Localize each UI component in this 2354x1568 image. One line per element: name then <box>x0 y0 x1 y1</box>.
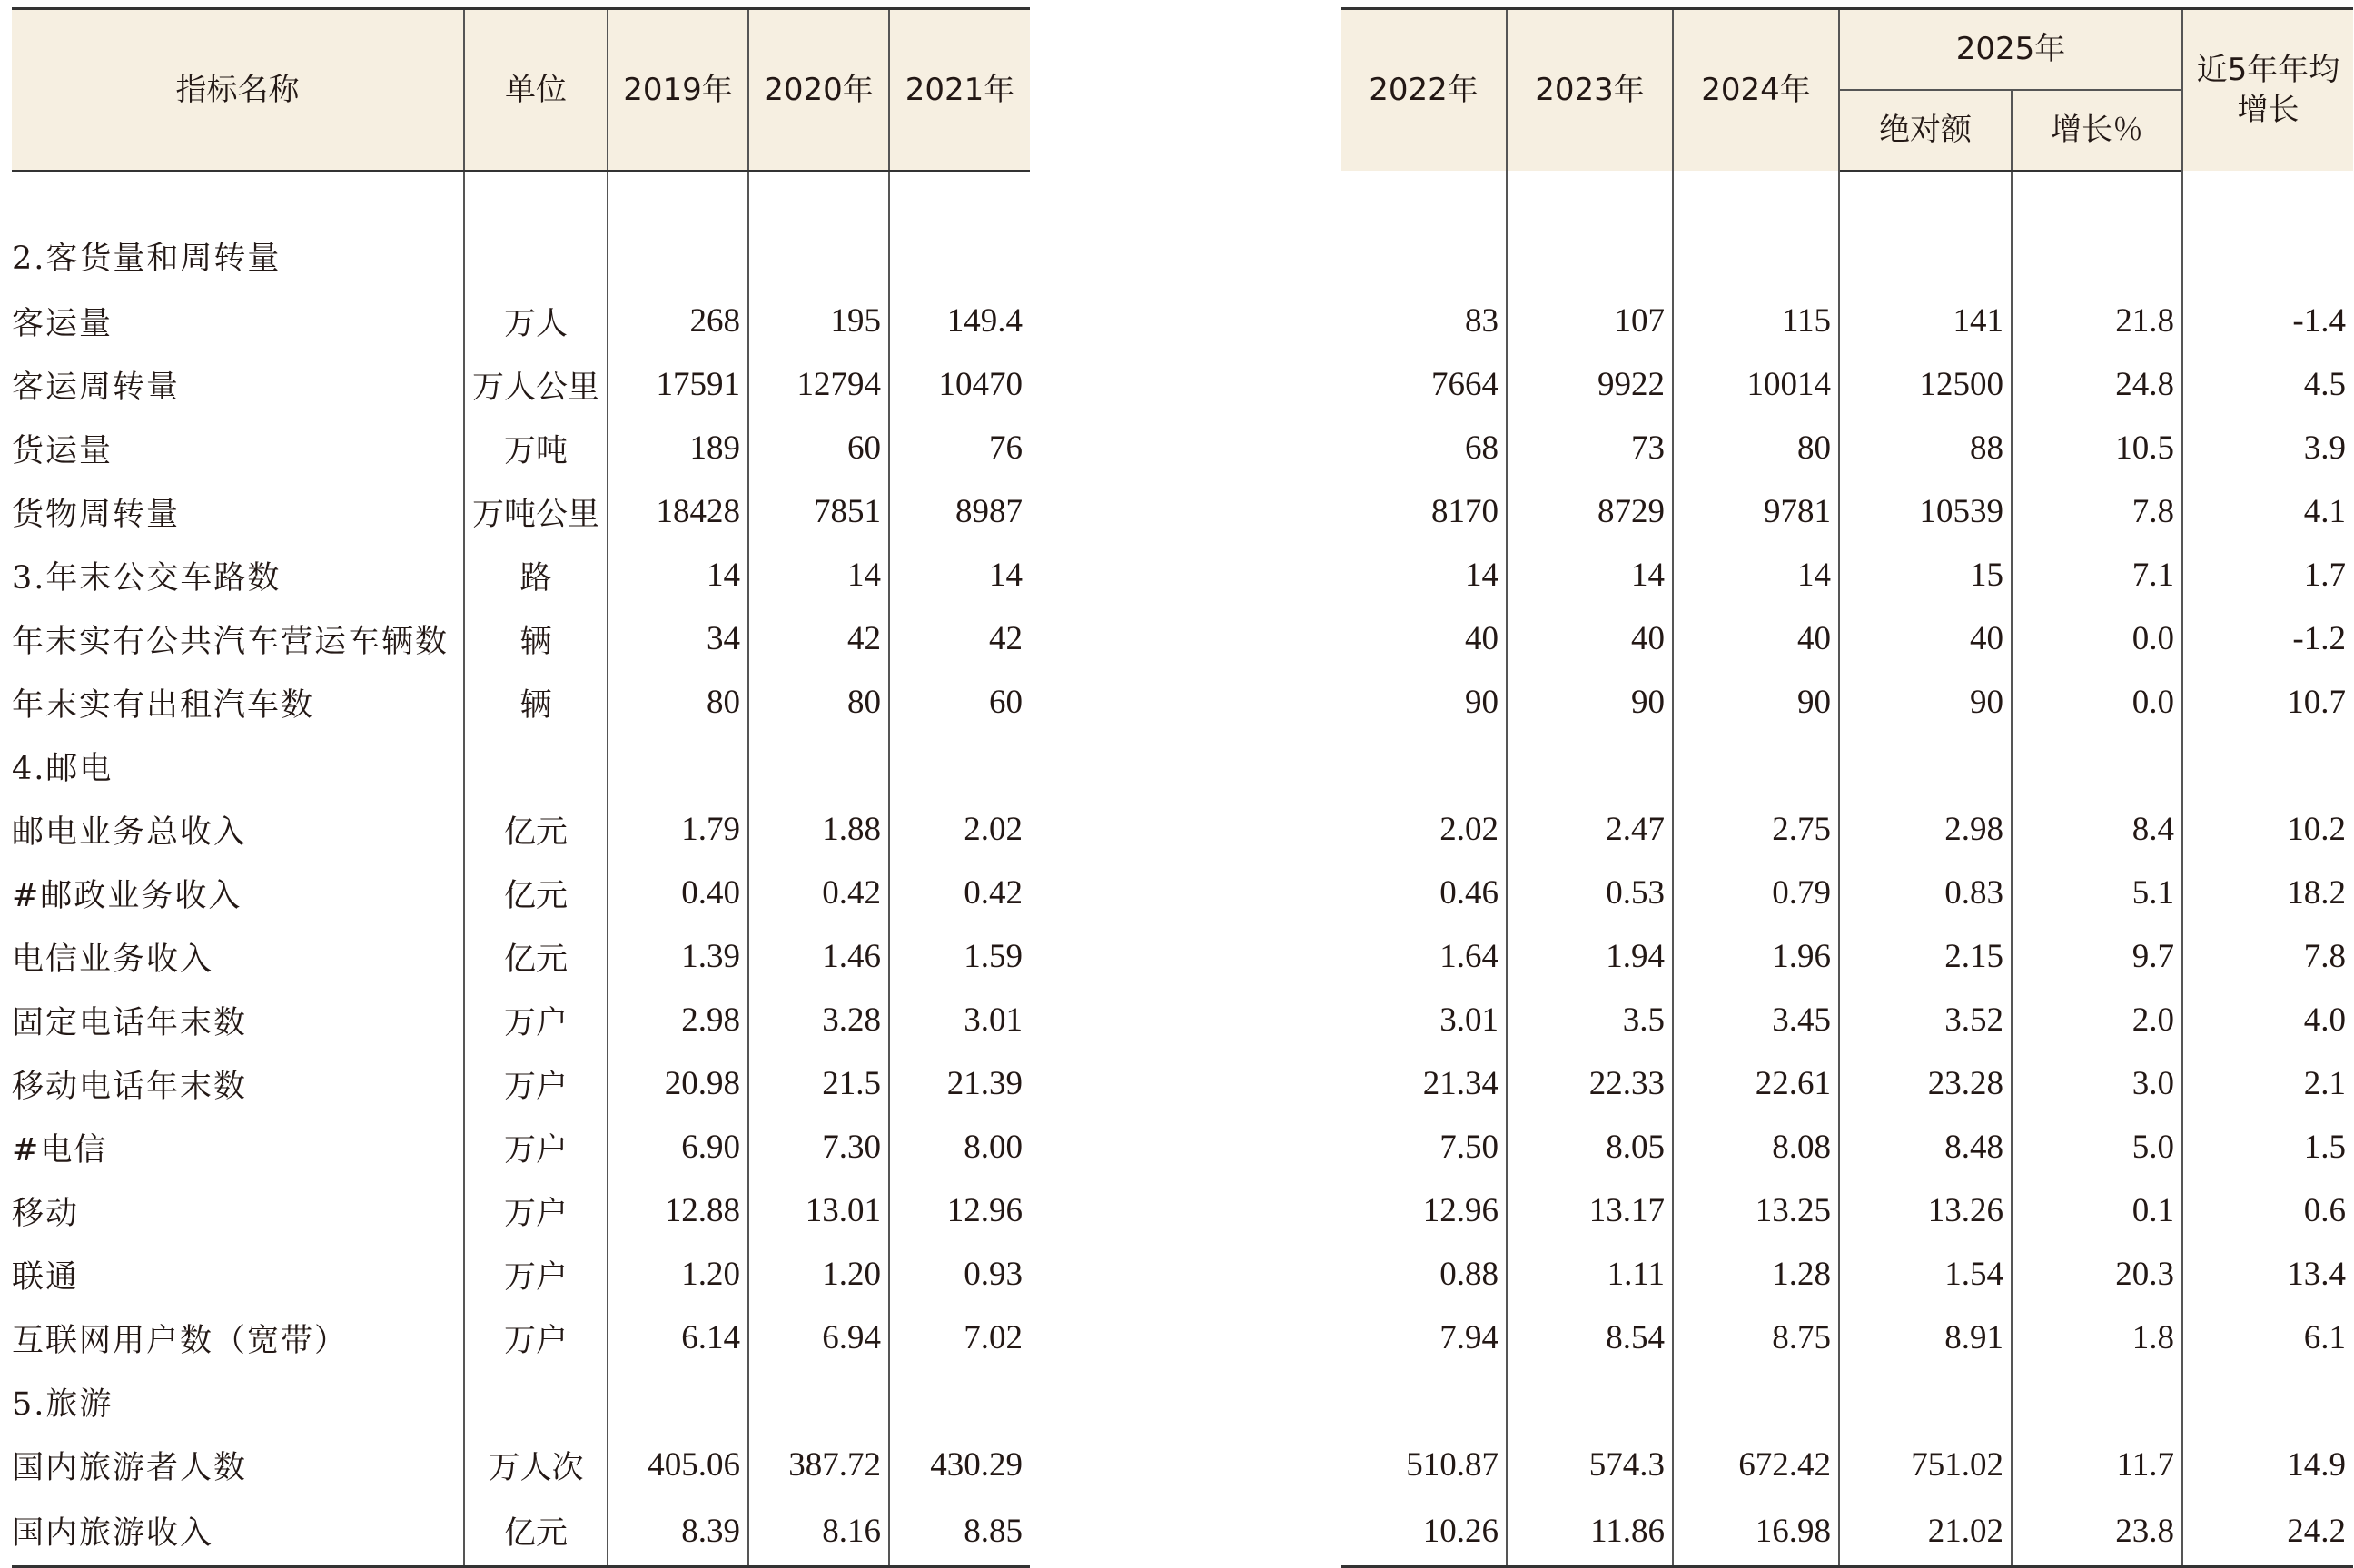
unit-cell: 亿元 <box>464 862 608 925</box>
value-y2023: 8.05 <box>1507 1116 1673 1179</box>
value-y2024: 40 <box>1673 607 1839 671</box>
value-y2021 <box>889 171 1030 290</box>
col-header-2022: 2022年 <box>1341 9 1507 171</box>
value-y2019: 189 <box>608 417 748 480</box>
table-row <box>12 290 1030 353</box>
unit-cell: 万人 <box>464 290 608 353</box>
value-y2023: 107 <box>1507 290 1673 353</box>
value-growth: 7.1 <box>2012 544 2182 607</box>
value-y2022: 0.46 <box>1341 862 1507 925</box>
value-abs: 13.26 <box>1839 1179 2012 1243</box>
table-row <box>1341 1497 2353 1567</box>
value-y2019: 18428 <box>608 480 748 544</box>
col-header-absolute: 绝对额 <box>1839 90 2012 171</box>
value-y2024: 13.25 <box>1673 1179 1839 1243</box>
value-abs: 21.02 <box>1839 1497 2012 1567</box>
value-y2022: 510.87 <box>1341 1434 1507 1497</box>
value-y2024: 8.75 <box>1673 1307 1839 1370</box>
value-y2021: 1.59 <box>889 925 1030 989</box>
value-y2020: 7851 <box>748 480 889 544</box>
value-y2024: 16.98 <box>1673 1497 1839 1567</box>
value-y2022: 2.02 <box>1341 798 1507 862</box>
value-y2020: 3.28 <box>748 989 889 1052</box>
col-header-2024: 2024年 <box>1673 9 1839 171</box>
value-y2024: 2.75 <box>1673 798 1839 862</box>
value-avg5: 10.2 <box>2182 798 2353 862</box>
value-y2020 <box>748 1370 889 1434</box>
value-avg5: 4.1 <box>2182 480 2353 544</box>
value-abs: 10539 <box>1839 480 2012 544</box>
col-header-2023: 2023年 <box>1507 9 1673 171</box>
value-growth <box>2012 735 2182 798</box>
value-y2022: 1.64 <box>1341 925 1507 989</box>
value-abs <box>1839 1370 2012 1434</box>
unit-cell: 亿元 <box>464 1497 608 1567</box>
unit-cell: 万人次 <box>464 1434 608 1497</box>
value-growth: 21.8 <box>2012 290 2182 353</box>
value-y2022: 0.88 <box>1341 1243 1507 1307</box>
value-avg5: 2.1 <box>2182 1052 2353 1116</box>
value-abs <box>1839 171 2012 290</box>
value-abs: 0.83 <box>1839 862 2012 925</box>
unit-cell: 万户 <box>464 1179 608 1243</box>
value-y2022: 7.50 <box>1341 1116 1507 1179</box>
value-y2019: 8.39 <box>608 1497 748 1567</box>
value-y2019: 1.20 <box>608 1243 748 1307</box>
value-abs: 1.54 <box>1839 1243 2012 1307</box>
value-y2019 <box>608 735 748 798</box>
value-y2020: 21.5 <box>748 1052 889 1116</box>
value-avg5: 14.9 <box>2182 1434 2353 1497</box>
value-y2021 <box>889 1370 1030 1434</box>
value-y2022: 14 <box>1341 544 1507 607</box>
value-y2019: 1.39 <box>608 925 748 989</box>
value-abs: 40 <box>1839 607 2012 671</box>
value-y2020: 6.94 <box>748 1307 889 1370</box>
value-y2024: 90 <box>1673 671 1839 735</box>
indicator-name: 4.邮电 <box>12 735 464 798</box>
value-abs: 12500 <box>1839 353 2012 417</box>
value-y2021: 14 <box>889 544 1030 607</box>
value-y2023: 574.3 <box>1507 1434 1673 1497</box>
table-row <box>12 989 1030 1052</box>
unit-cell: 万户 <box>464 989 608 1052</box>
value-y2019: 268 <box>608 290 748 353</box>
right-data-table <box>1341 7 2353 1568</box>
value-avg5: 7.8 <box>2182 925 2353 989</box>
unit-cell: 万户 <box>464 1052 608 1116</box>
value-growth: 24.8 <box>2012 353 2182 417</box>
value-y2024: 80 <box>1673 417 1839 480</box>
table-row <box>12 417 1030 480</box>
value-avg5: 13.4 <box>2182 1243 2353 1307</box>
value-y2020: 1.88 <box>748 798 889 862</box>
left-data-table <box>12 7 1030 1568</box>
table-row <box>12 1052 1030 1116</box>
value-y2021: 21.39 <box>889 1052 1030 1116</box>
value-y2023: 0.53 <box>1507 862 1673 925</box>
table-row <box>1341 798 2353 862</box>
value-y2022: 8170 <box>1341 480 1507 544</box>
value-y2022: 40 <box>1341 607 1507 671</box>
value-avg5: -1.4 <box>2182 290 2353 353</box>
value-y2019 <box>608 1370 748 1434</box>
table-row <box>1341 1434 2353 1497</box>
value-y2021: 2.02 <box>889 798 1030 862</box>
table-row <box>12 1179 1030 1243</box>
value-y2024: 10014 <box>1673 353 1839 417</box>
value-y2020: 1.20 <box>748 1243 889 1307</box>
table-row <box>12 1243 1030 1307</box>
table-row <box>1341 607 2353 671</box>
indicator-name: #邮政业务收入 <box>12 862 464 925</box>
value-y2019: 0.40 <box>608 862 748 925</box>
value-growth: 20.3 <box>2012 1243 2182 1307</box>
value-y2020: 195 <box>748 290 889 353</box>
table-row <box>1341 544 2353 607</box>
value-avg5: 18.2 <box>2182 862 2353 925</box>
value-y2020: 387.72 <box>748 1434 889 1497</box>
value-y2020: 13.01 <box>748 1179 889 1243</box>
table-row <box>1341 1052 2353 1116</box>
value-growth: 5.0 <box>2012 1116 2182 1179</box>
table-row <box>1341 290 2353 353</box>
value-avg5: 10.7 <box>2182 671 2353 735</box>
value-growth: 7.8 <box>2012 480 2182 544</box>
value-y2020: 60 <box>748 417 889 480</box>
value-avg5: 4.5 <box>2182 353 2353 417</box>
value-y2020: 1.46 <box>748 925 889 989</box>
value-avg5: 24.2 <box>2182 1497 2353 1567</box>
value-abs: 88 <box>1839 417 2012 480</box>
value-y2021: 8.85 <box>889 1497 1030 1567</box>
value-y2024 <box>1673 735 1839 798</box>
table-row <box>12 798 1030 862</box>
col-header-growth-pct: 增长％ <box>2012 90 2182 171</box>
indicator-name: 客运量 <box>12 290 464 353</box>
value-growth: 2.0 <box>2012 989 2182 1052</box>
value-y2024: 1.96 <box>1673 925 1839 989</box>
table-row <box>1341 862 2353 925</box>
value-y2021: 0.42 <box>889 862 1030 925</box>
value-y2020: 12794 <box>748 353 889 417</box>
table-row <box>12 925 1030 989</box>
value-growth: 23.8 <box>2012 1497 2182 1567</box>
value-y2022: 12.96 <box>1341 1179 1507 1243</box>
value-y2023: 90 <box>1507 671 1673 735</box>
col-header-2021: 2021年 <box>889 9 1030 171</box>
value-avg5: -1.2 <box>2182 607 2353 671</box>
value-y2022: 90 <box>1341 671 1507 735</box>
indicator-name: 邮电业务总收入 <box>12 798 464 862</box>
table-row <box>12 353 1030 417</box>
value-avg5: 1.7 <box>2182 544 2353 607</box>
value-y2023: 14 <box>1507 544 1673 607</box>
value-growth: 0.0 <box>2012 671 2182 735</box>
value-growth: 0.1 <box>2012 1179 2182 1243</box>
value-abs: 2.98 <box>1839 798 2012 862</box>
unit-cell: 万户 <box>464 1243 608 1307</box>
unit-cell: 万吨 <box>464 417 608 480</box>
value-y2020: 80 <box>748 671 889 735</box>
value-y2023: 73 <box>1507 417 1673 480</box>
unit-cell: 路 <box>464 544 608 607</box>
indicator-name: 移动电话年末数 <box>12 1052 464 1116</box>
value-growth: 0.0 <box>2012 607 2182 671</box>
unit-cell: 万人公里 <box>464 353 608 417</box>
value-y2021: 42 <box>889 607 1030 671</box>
value-y2023 <box>1507 171 1673 290</box>
table-row <box>12 671 1030 735</box>
table-row <box>1341 1116 2353 1179</box>
value-y2019: 2.98 <box>608 989 748 1052</box>
table-row <box>1341 1307 2353 1370</box>
value-abs: 751.02 <box>1839 1434 2012 1497</box>
unit-cell: 亿元 <box>464 925 608 989</box>
value-y2020: 0.42 <box>748 862 889 925</box>
table-row <box>12 1497 1030 1567</box>
value-y2019 <box>608 171 748 290</box>
value-y2023: 8729 <box>1507 480 1673 544</box>
header-row <box>12 9 1030 171</box>
value-y2020: 14 <box>748 544 889 607</box>
value-y2024 <box>1673 171 1839 290</box>
unit-cell: 万户 <box>464 1116 608 1179</box>
value-abs: 8.91 <box>1839 1307 2012 1370</box>
value-y2019: 12.88 <box>608 1179 748 1243</box>
table-row <box>1341 735 2353 798</box>
value-y2024: 115 <box>1673 290 1839 353</box>
value-abs: 15 <box>1839 544 2012 607</box>
value-avg5: 4.0 <box>2182 989 2353 1052</box>
value-y2021: 0.93 <box>889 1243 1030 1307</box>
table-row <box>1341 1179 2353 1243</box>
indicator-name: 5.旅游 <box>12 1370 464 1434</box>
value-y2024: 9781 <box>1673 480 1839 544</box>
value-y2020: 7.30 <box>748 1116 889 1179</box>
unit-cell <box>464 735 608 798</box>
indicator-name: 2.客货量和周转量 <box>12 171 464 290</box>
col-header-2019: 2019年 <box>608 9 748 171</box>
value-y2019: 14 <box>608 544 748 607</box>
value-y2023: 3.5 <box>1507 989 1673 1052</box>
value-y2019: 17591 <box>608 353 748 417</box>
indicator-name: 固定电话年末数 <box>12 989 464 1052</box>
col-header-2025: 2025年 <box>1839 9 2182 90</box>
value-y2023: 11.86 <box>1507 1497 1673 1567</box>
value-avg5: 3.9 <box>2182 417 2353 480</box>
indicator-name: 国内旅游者人数 <box>12 1434 464 1497</box>
value-y2023: 40 <box>1507 607 1673 671</box>
unit-cell: 辆 <box>464 607 608 671</box>
table-row <box>1341 671 2353 735</box>
value-y2019: 405.06 <box>608 1434 748 1497</box>
value-growth: 5.1 <box>2012 862 2182 925</box>
unit-cell <box>464 171 608 290</box>
indicator-name: 年末实有公共汽车营运车辆数 <box>12 607 464 671</box>
value-y2021: 60 <box>889 671 1030 735</box>
table-row <box>12 607 1030 671</box>
value-y2022: 83 <box>1341 290 1507 353</box>
value-y2019: 34 <box>608 607 748 671</box>
value-y2022: 68 <box>1341 417 1507 480</box>
value-abs: 23.28 <box>1839 1052 2012 1116</box>
value-y2024: 3.45 <box>1673 989 1839 1052</box>
indicator-name: 客运周转量 <box>12 353 464 417</box>
indicator-name: 国内旅游收入 <box>12 1497 464 1567</box>
value-abs: 141 <box>1839 290 2012 353</box>
value-y2024: 14 <box>1673 544 1839 607</box>
value-abs <box>1839 735 2012 798</box>
table-row <box>1341 1243 2353 1307</box>
value-y2021: 8987 <box>889 480 1030 544</box>
col-header-2020: 2020年 <box>748 9 889 171</box>
value-y2020 <box>748 735 889 798</box>
value-avg5 <box>2182 1370 2353 1434</box>
value-growth: 10.5 <box>2012 417 2182 480</box>
value-y2023: 8.54 <box>1507 1307 1673 1370</box>
col-header-5yr-avg-growth: 近5年年均增长 <box>2182 9 2353 171</box>
value-y2019: 1.79 <box>608 798 748 862</box>
table-row <box>1341 925 2353 989</box>
table-row <box>12 1307 1030 1370</box>
value-y2021: 12.96 <box>889 1179 1030 1243</box>
table-row <box>1341 417 2353 480</box>
value-growth: 8.4 <box>2012 798 2182 862</box>
table-row <box>1341 353 2353 417</box>
value-avg5 <box>2182 171 2353 290</box>
value-y2022: 10.26 <box>1341 1497 1507 1567</box>
table-row <box>1341 1370 2353 1434</box>
table-row <box>12 480 1030 544</box>
value-growth: 1.8 <box>2012 1307 2182 1370</box>
value-y2021: 7.02 <box>889 1307 1030 1370</box>
col-header-name: 指标名称 <box>12 9 464 171</box>
value-growth: 3.0 <box>2012 1052 2182 1116</box>
value-growth <box>2012 171 2182 290</box>
value-y2022: 7664 <box>1341 353 1507 417</box>
value-y2024: 1.28 <box>1673 1243 1839 1307</box>
value-y2024: 672.42 <box>1673 1434 1839 1497</box>
indicator-name: 移动 <box>12 1179 464 1243</box>
indicator-name: 3.年末公交车路数 <box>12 544 464 607</box>
value-avg5: 1.5 <box>2182 1116 2353 1179</box>
value-avg5 <box>2182 735 2353 798</box>
value-y2019: 20.98 <box>608 1052 748 1116</box>
indicator-name: #电信 <box>12 1116 464 1179</box>
table-row <box>12 862 1030 925</box>
table-row <box>1341 171 2353 290</box>
value-abs: 8.48 <box>1839 1116 2012 1179</box>
value-y2021: 8.00 <box>889 1116 1030 1179</box>
unit-cell: 万吨公里 <box>464 480 608 544</box>
indicator-name: 互联网用户数（宽带） <box>12 1307 464 1370</box>
col-header-unit: 单位 <box>464 9 608 171</box>
table-row <box>1341 480 2353 544</box>
value-y2019: 6.14 <box>608 1307 748 1370</box>
value-abs: 2.15 <box>1839 925 2012 989</box>
value-y2023: 9922 <box>1507 353 1673 417</box>
value-y2021: 149.4 <box>889 290 1030 353</box>
value-y2019: 80 <box>608 671 748 735</box>
indicator-name: 货运量 <box>12 417 464 480</box>
value-y2019: 6.90 <box>608 1116 748 1179</box>
value-y2021: 430.29 <box>889 1434 1030 1497</box>
unit-cell: 辆 <box>464 671 608 735</box>
value-growth: 11.7 <box>2012 1434 2182 1497</box>
value-y2023: 22.33 <box>1507 1052 1673 1116</box>
unit-cell <box>464 1370 608 1434</box>
value-abs: 3.52 <box>1839 989 2012 1052</box>
table-row <box>12 1116 1030 1179</box>
indicator-name: 联通 <box>12 1243 464 1307</box>
value-y2024: 22.61 <box>1673 1052 1839 1116</box>
value-y2023 <box>1507 1370 1673 1434</box>
value-y2023 <box>1507 735 1673 798</box>
value-y2022: 3.01 <box>1341 989 1507 1052</box>
table-row <box>12 544 1030 607</box>
value-avg5: 0.6 <box>2182 1179 2353 1243</box>
value-avg5: 6.1 <box>2182 1307 2353 1370</box>
value-y2020: 42 <box>748 607 889 671</box>
unit-cell: 万户 <box>464 1307 608 1370</box>
value-y2023: 2.47 <box>1507 798 1673 862</box>
indicator-name: 货物周转量 <box>12 480 464 544</box>
value-y2024 <box>1673 1370 1839 1434</box>
value-y2023: 13.17 <box>1507 1179 1673 1243</box>
value-y2020 <box>748 171 889 290</box>
header-row-top <box>1341 9 2353 90</box>
indicator-name: 年末实有出租汽车数 <box>12 671 464 735</box>
value-growth: 9.7 <box>2012 925 2182 989</box>
value-y2024: 0.79 <box>1673 862 1839 925</box>
value-y2023: 1.11 <box>1507 1243 1673 1307</box>
value-y2024: 8.08 <box>1673 1116 1839 1179</box>
value-y2022 <box>1341 1370 1507 1434</box>
value-y2021: 76 <box>889 417 1030 480</box>
value-y2023: 1.94 <box>1507 925 1673 989</box>
value-growth <box>2012 1370 2182 1434</box>
value-y2022: 7.94 <box>1341 1307 1507 1370</box>
table-row <box>12 1370 1030 1434</box>
table-row <box>12 735 1030 798</box>
value-y2021: 3.01 <box>889 989 1030 1052</box>
value-y2021 <box>889 735 1030 798</box>
table-row <box>12 171 1030 290</box>
value-y2022 <box>1341 171 1507 290</box>
value-abs: 90 <box>1839 671 2012 735</box>
value-y2022: 21.34 <box>1341 1052 1507 1116</box>
table-row <box>12 1434 1030 1497</box>
unit-cell: 亿元 <box>464 798 608 862</box>
table-row <box>1341 989 2353 1052</box>
value-y2022 <box>1341 735 1507 798</box>
value-y2021: 10470 <box>889 353 1030 417</box>
value-y2020: 8.16 <box>748 1497 889 1567</box>
indicator-name: 电信业务收入 <box>12 925 464 989</box>
